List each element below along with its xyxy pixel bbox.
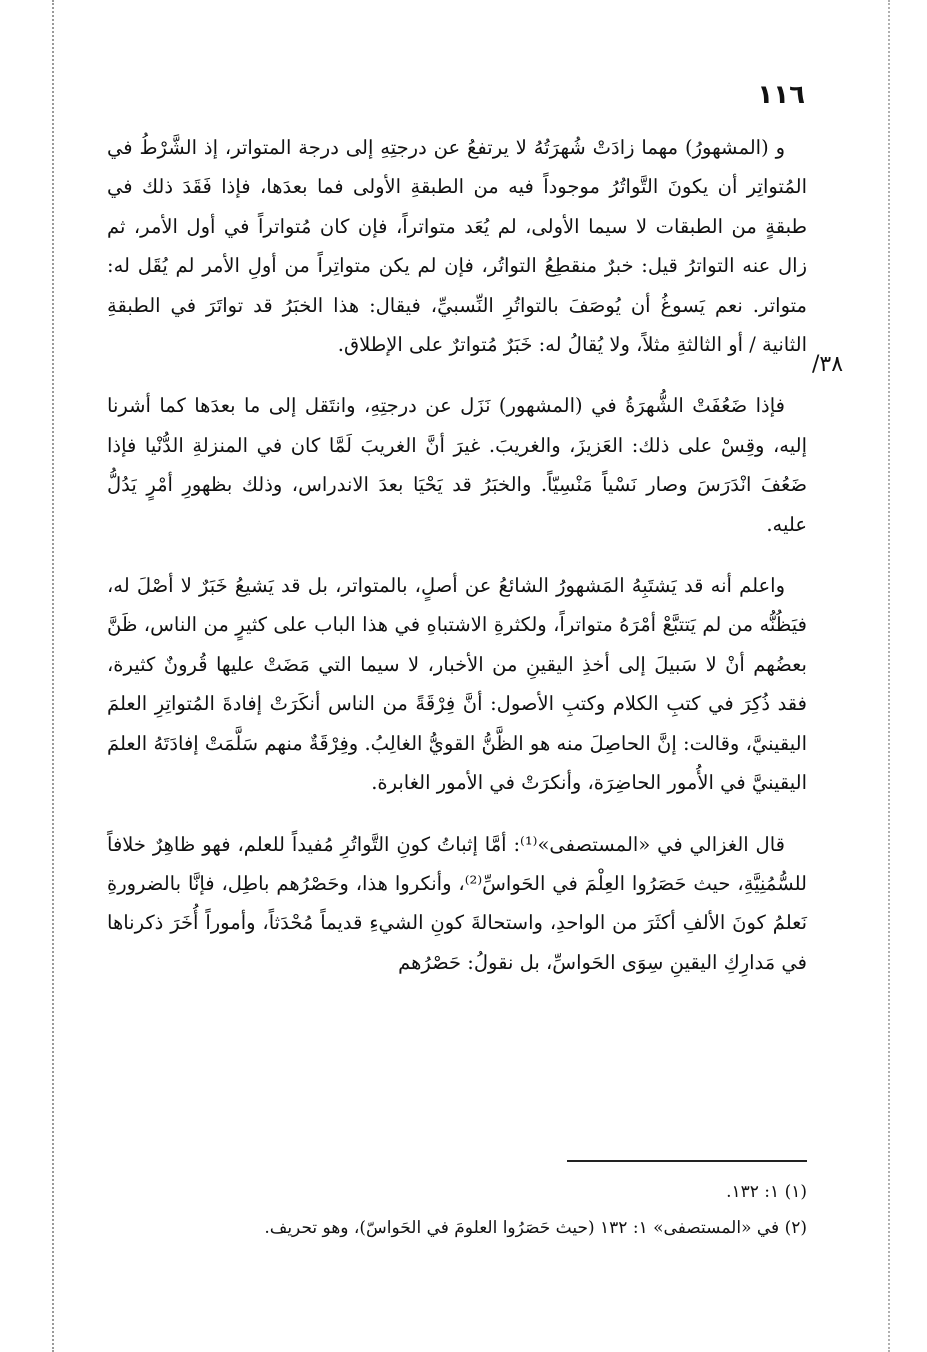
footnote-1: (١) ١: ١٣٢. xyxy=(726,1182,807,1202)
footnote-2: (٢) في «المستصفى» ١: ١٣٢ (حيث حَصَرُوا العلومَ في الحَواسّ)، وهو تحريف. xyxy=(264,1218,807,1238)
page-number: ١١٦ xyxy=(757,80,805,110)
margin-page-marker: /٣٨ xyxy=(812,352,844,377)
footnote-separator xyxy=(567,1160,807,1162)
scan-edge-left xyxy=(52,0,54,1352)
paragraph-1: و (المشهورُ) مهما زادَتْ شُهرَتُهُ لا يرتفعُ عن درجتِهِ إلى درجة المتواتر، إذ الشَّرْطُ في المُتواتِر أن يكونَ التَّواتُرُ موجوداً فيه من الطبقةِ الأولى فما بعدَها، فإذا فَقَدَ ذلك في طبقةٍ من الطبقات لا سيما الأولى، لم يُعَد متواتراً، فإن كان مُتواتراً في أول الأمر، ثم زال عنه التواترُ قيل: خبرٌ منقطِعُ التواتُر، فإن لم يكن متواتِراً من أولِ الأمر لم يُقَل له: متواتر. نعم يَسوغُ أن يُوصَفَ بالتواتُرِ النِّسبيِّ، فيقال: هذا الخبَرُ قد تواتَرَ في الطبقةِ الثانية / أو الثالثةِ مثلاً، ولا يُقالُ له: خَبَرٌ مُتواترٌ على الإطلاق. xyxy=(107,136,807,357)
footnotes xyxy=(107,1174,807,1246)
scan-edge-right xyxy=(888,0,890,1352)
paragraph-4: قال الغزالي في «المستصفى»⁽¹⁾: أمَّا إثباتُ كونِ التَّواتُرِ مُفيداً للعلم، فهو ظاهِرٌ خلافاً للسُّمُنِيَّةِ، حيث حَصَرُوا العِلْمَ في الحَواسِّ⁽²⁾، وأنكروا هذا، وحَصْرُهم باطِل، فإنَّا بالضرورةِ نَعلمُ كونَ الألفِ أكثَرَ من الواحدِ، واستحالةَ كونِ الشيءِ قديماً مُحْدَثاً، وأموراً أُخَرَ ذكرناها في مَدارِكِ اليقينِ سِوَى الحَواسِّ، بل نقولُ: حَصْرُهم xyxy=(107,832,807,974)
paragraph-2: فإذا ضَعُفَتْ الشُّهرَةُ في (المشهور) نَزَل عن درجتِهِ، وانتَقل إلى ما بعدَها كما أشرنا إليه، وقِسْ على ذلك: العَزيزَ، والغريبَ. غيرَ أنَّ الغريبَ لَمَّا كان في المنزلةِ الدُّنْيا فإذا ضَعُفَ انْدَرَسَ وصار نَسْياً مَنْسِيّاً. والخبَرُ قد يَحْيَا بعدَ الاندراس، وذلك بظهورِ أمْرٍ يَدُلُّ عليه. xyxy=(107,394,807,536)
main-text xyxy=(107,128,807,1004)
paragraph-3: واعلم أنه قد يَشتَبِهُ المَشهورُ الشائعُ عن أصلٍ، بالمتواتر، بل قد يَشيعُ خَبَرٌ لا أصْلَ له، فيَظُنُّه من لم يَتتبَّعْ أمْرَهُ متواتراً، ولكثرةِ الاشتباهِ في هذا الباب على كثيرٍ من الناس، ظَنَّ بعضُهم أنْ لا سَبيلَ إلى أخذِ اليقينِ من الأخبار، لا سيما التي مَضَتْ عليها قُرونٌ كثيرة، فقد ذُكِرَ في كتبِ الكلام وكتبِ الأصول: أنَّ فِرْقَةً من الناس أنكَرَتْ إفادةَ المُتواتِرِ العلمَ اليقينيَّ، وقالت: إنَّ الحاصِلَ منه هو الظَّنُّ القويُّ الغالِبُ. وفِرْقَةٌ منهم سَلَّمَتْ إفادَتَهُ العلمَ اليقينيَّ في الأُمور الحاضِرَة، وأنكرَتْ في الأمور الغابرة. xyxy=(107,574,807,795)
